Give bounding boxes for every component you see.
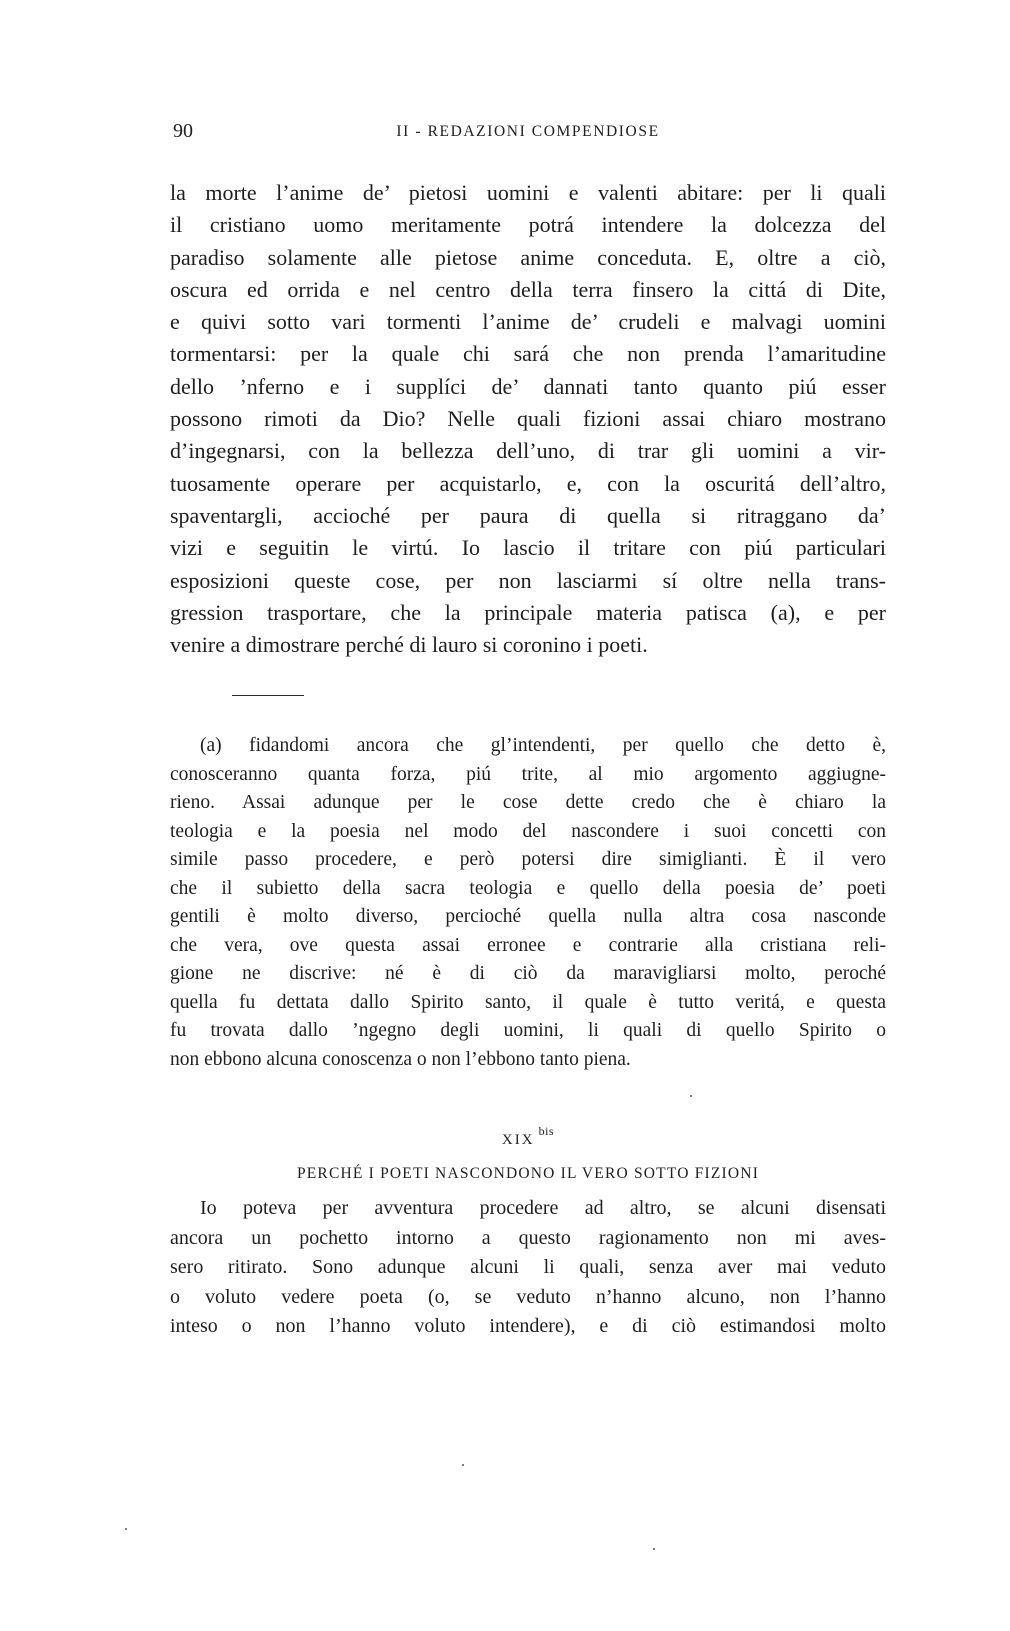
footnote-line: gione ne discrive: né è di ciò da maravigliarsi molto, peroché (170, 963, 886, 984)
footnote-line: rieno. Assai adunque per le cose dette credo che è chiaro la (170, 792, 886, 813)
chapter-line: Io poteva per avventura procedere ad altro, se alcuni disensati (200, 1197, 886, 1219)
text-line: gression trasportare, che la principale materia patisca (a), e per (170, 599, 886, 625)
section-title: PERCHÉ I POETI NASCONDONO IL VERO SOTTO FIZIONI (296, 1165, 760, 1182)
footnote-line: che il subietto della sacra teologia e quello della poesia de’ poeti (170, 877, 886, 899)
text-line: la morte l’anime de’ pietosi uomini e valenti abitare: per li quali (170, 180, 886, 205)
footnote-line: che vera, ove questa assai erronee e contrarie alla cristiana reli- (170, 934, 886, 956)
section-numeral: XIX (501, 1132, 535, 1148)
chapter-text (170, 1194, 886, 1342)
footnote-line: (a) fidandomi ancora che gl’intendenti, per quello che detto è, (200, 735, 886, 756)
text-line: dello ’nferno e i supplíci de’ dannati tanto quanto piú esser (170, 373, 886, 399)
main-text (170, 177, 886, 661)
footnote (170, 732, 886, 1074)
section-suffix: bis (538, 1124, 555, 1138)
text-line: oscura ed orrida e nel centro della terra finsero la cittá di Dite, (170, 276, 886, 302)
paper-speck (462, 1464, 464, 1466)
text-line: esposizioni queste cose, per non lasciarmi sí oltre nella trans- (170, 567, 886, 593)
text-line: possono rimoti da Dio? Nelle quali fizioni assai chiaro mostrano (170, 406, 886, 432)
text-line: venire a dimostrare perché di lauro si coronino i poeti. (170, 632, 648, 658)
footnote-line: non ebbono alcuna conoscenza o non l’ebbono tanto piena. (170, 1048, 631, 1070)
paper-speck (125, 1528, 127, 1530)
footnote-line: conosceranno quanta forza, piú trite, al mio argomento aggiugne- (170, 763, 886, 785)
page-number: 90 (173, 120, 193, 142)
text-line: tuosamente operare per acquistarlo, e, con la oscuritá dell’altro, (170, 470, 886, 496)
text-line: d’ingegnarsi, con la bellezza dell’uno, di trar gli uomini a vir- (170, 438, 886, 464)
footnote-line: gentili è molto diverso, percioché quella nulla altra cosa nasconde (170, 906, 886, 927)
footnote-line: teologia e la poesia nel modo del nascondere i suoi concetti con (170, 820, 886, 842)
chapter-line: sero ritirato. Sono adunque alcuni li quali, senza aver mai veduto (170, 1256, 886, 1278)
running-head: II - REDAZIONI COMPENDIOSE (396, 123, 660, 140)
chapter-line: ancora un pochetto intorno a questo ragionamento non mi aves- (170, 1226, 886, 1249)
text-line: spaventargli, accioché per paura di quella si ritraggano da’ (170, 502, 886, 528)
footnote-separator (232, 695, 304, 696)
text-line: paradiso solamente alle pietose anime conceduta. E, oltre a ciò, (170, 244, 886, 270)
footnote-line: fu trovata dallo ’ngegno degli uomini, li quali di quello Spirito o (170, 1020, 886, 1041)
paper-speck (653, 1548, 655, 1550)
footnote-line: simile passo procedere, e però potersi dire simiglianti. È il vero (170, 849, 886, 870)
section-number (170, 1124, 886, 1149)
text-line: e quivi sotto vari tormenti l’anime de’ crudeli e malvagi uomini (170, 309, 886, 335)
text-line: tormentarsi: per la quale chi sará che non prenda l’amaritudine (170, 341, 886, 367)
text-line: il cristiano uomo meritamente potrá intendere la dolcezza del (170, 212, 886, 238)
paper-speck (690, 1095, 692, 1097)
footnote-line: quella fu dettata dallo Spirito santo, il quale è tutto veritá, e questa (170, 991, 886, 1013)
chapter-line: inteso o non l’hanno voluto intendere), e di ciò estimandosi molto (170, 1315, 886, 1337)
page-header (173, 120, 883, 148)
chapter-line: o voluto vedere poeta (o, se veduto n’hanno alcuno, non l’hanno (170, 1285, 886, 1308)
text-line: vizi e seguitin le virtú. Io lascio il tritare con piú particulari (170, 535, 886, 561)
